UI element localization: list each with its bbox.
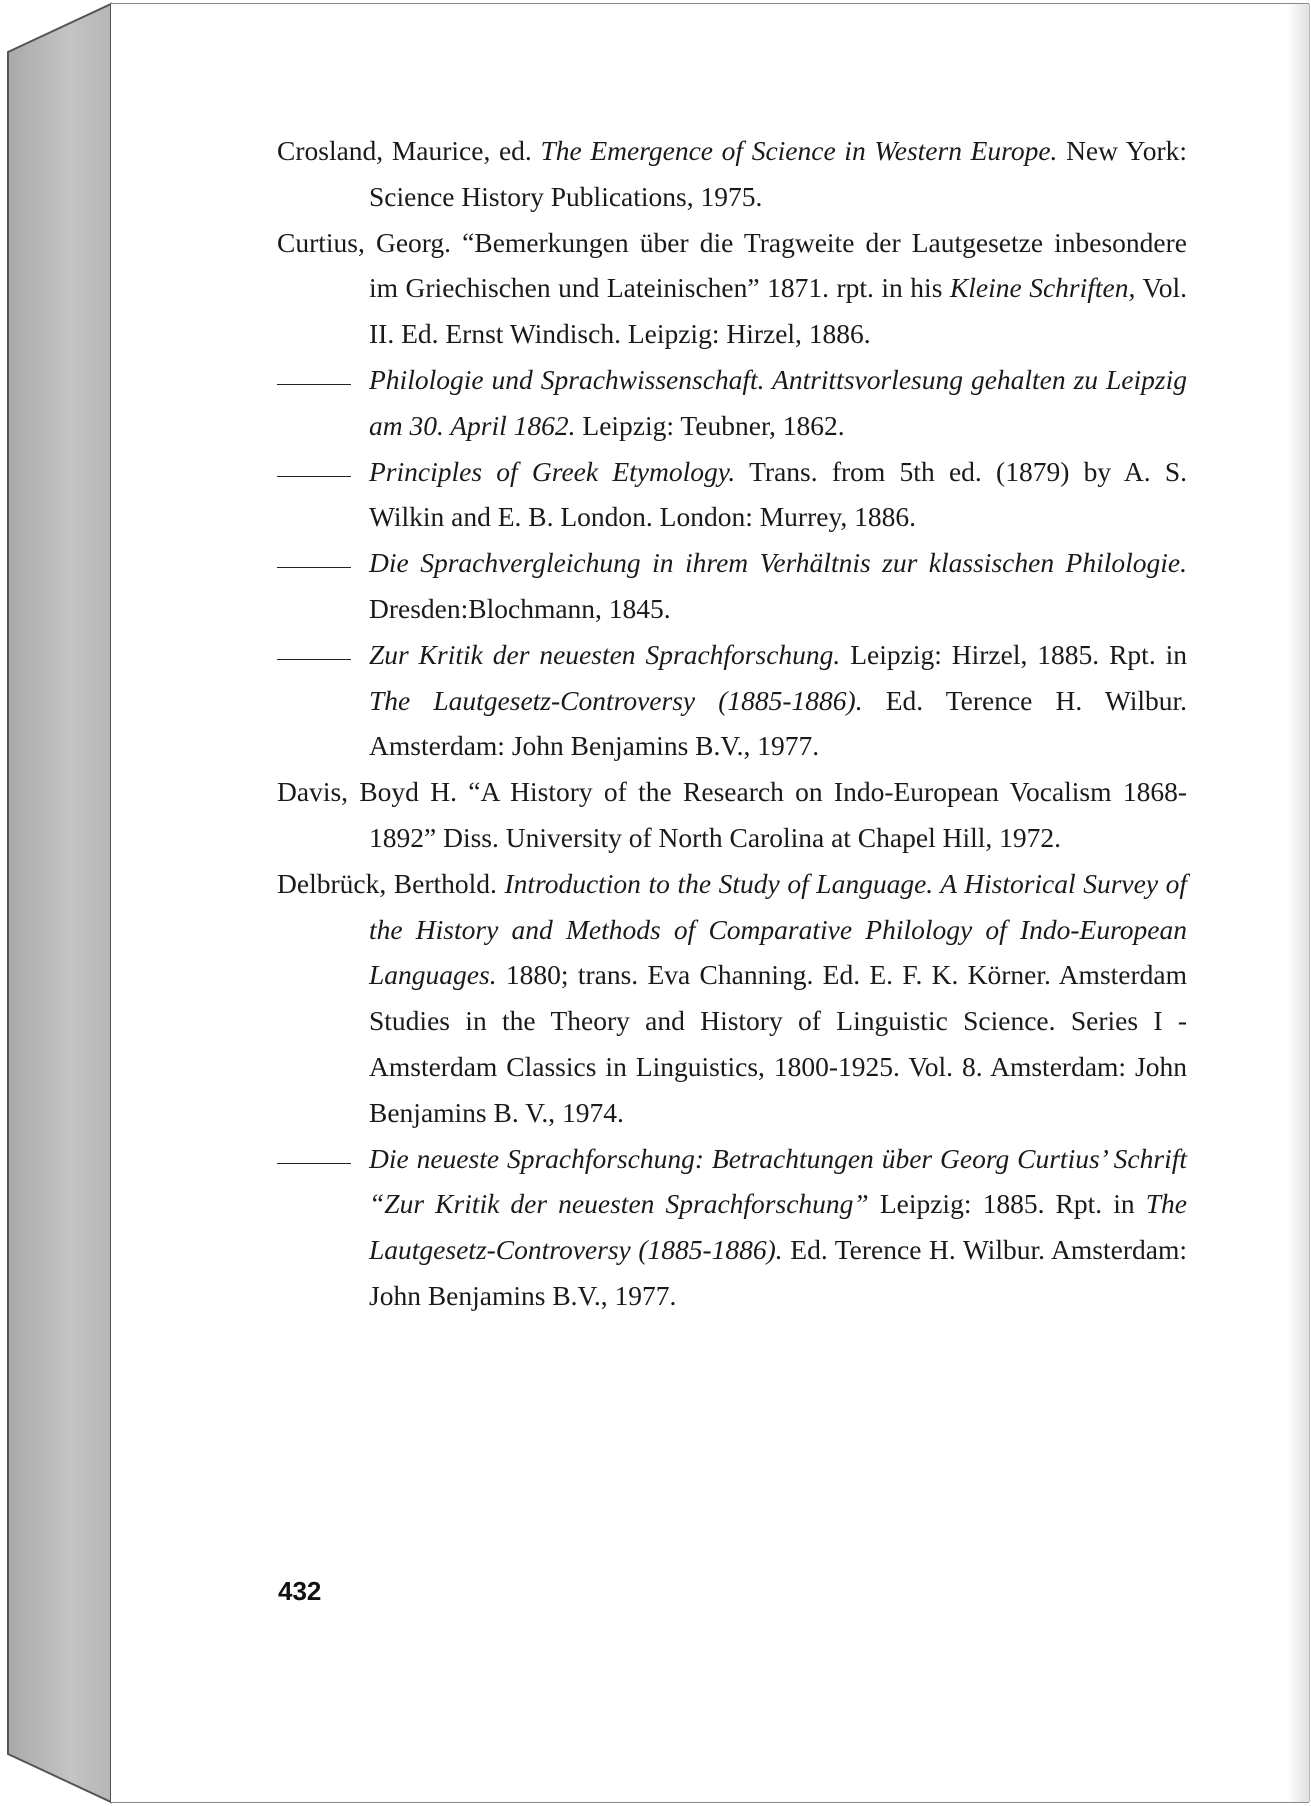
- entry-title: Philologie und Sprachwissenschaft. Antrittsvorlesung gehalten zu Leipzig am 30. April 1862.: [369, 363, 1187, 441]
- entry-article: “A History of the Research on Indo-European Vocalism 1868-1892” Diss. University of North Carolina at Chapel Hill, 1972.: [369, 776, 1187, 853]
- entry-publication: Vol. II. Ed. Ernst Windisch. Leipzig: Hirzel, 1886.: [369, 272, 1187, 350]
- entry-title: Die Sprachvergleichung in ihrem Verhältnis zur klassischen Philologie.: [369, 547, 1187, 579]
- repeat-author-dash: [277, 566, 351, 568]
- book-spine-face: [8, 4, 111, 1802]
- page-number: 432: [278, 1576, 322, 1606]
- entry-author: Crosland, Maurice, ed.: [277, 135, 532, 166]
- repeat-author-dash: [277, 475, 351, 477]
- bibliography-entry-delbruck-neueste: [277, 1136, 1187, 1319]
- entry-author: Curtius, Georg.: [277, 226, 452, 258]
- entry-publication: Leipzig: Teubner, 1862.: [582, 409, 845, 441]
- bibliography-entry-delbruck: [277, 861, 1187, 1136]
- entry-author: Delbrück, Berthold.: [277, 867, 497, 899]
- bibliography-entry-curtius-principles: [277, 449, 1187, 541]
- entry-title: Die neueste Sprachforschung: Betrachtungen über Georg Curtius’ Schrift “Zur Kritik der neuesten Sprachforschung”: [369, 1142, 1187, 1220]
- entry-reprint-details: Ed. Terence H. Wilbur. Amsterdam: John Benjamins B.V., 1977.: [369, 1234, 1187, 1311]
- entry-title: Zur Kritik der neuesten Sprachforschung.: [369, 638, 841, 670]
- entry-reprint-title: The Lautgesetz-Controversy (1885-1886).: [369, 1188, 1188, 1266]
- page-gutter-shade: [1287, 4, 1309, 1802]
- repeat-author-dash: [277, 1162, 351, 1164]
- bibliography-entry-curtius-philologie: [277, 357, 1187, 449]
- entry-title: Kleine Schriften,: [949, 272, 1136, 304]
- repeat-author-dash: [277, 383, 351, 385]
- entry-publication: 1880; trans. Eva Channing. Ed. E. F. K. Körner. Amsterdam Studies in the Theory and History of Linguistic Science. Series I - Amsterdam Classics in Linguistics, 1800-1925. Vol. 8. Amsterdam: John Benjamins B. V., 1974.: [369, 959, 1187, 1128]
- entry-title: Introduction to the Study of Language. A Historical Survey of the History and Methods of Comparative Philology of Indo-European Languages.: [369, 867, 1188, 991]
- bibliography-entry-davis: [277, 769, 1187, 861]
- bibliography-entry-curtius: [277, 220, 1187, 357]
- entry-publication: Trans. from 5th ed. (1879) by A. S. Wilkin and E. B. London. London: Murrey, 1886.: [369, 455, 1187, 533]
- entry-reprint-details: Ed. Terence H. Wilbur. Amsterdam: John Benjamins B.V., 1977.: [369, 684, 1187, 762]
- entry-publication: Leipzig: Hirzel, 1885. Rpt. in: [850, 638, 1188, 670]
- bibliography-list: [277, 128, 1187, 1319]
- entry-publication: Dresden:Blochmann, 1845.: [369, 592, 671, 624]
- entry-reprint-title: The Lautgesetz-Controversy (1885-1886).: [369, 684, 863, 716]
- bibliography-entry-curtius-kritik: [277, 632, 1187, 769]
- bibliography-entry-crosland: [277, 128, 1187, 220]
- repeat-author-dash: [277, 658, 351, 660]
- entry-publication: Leipzig: 1885. Rpt. in: [879, 1188, 1135, 1220]
- entry-article: “Bemerkungen über die Tragweite der Lautgesetze inbesondere im Griechischen und Lateinischen” 1871. rpt. in his: [369, 226, 1187, 304]
- bibliography-entry-curtius-sprachvergleichung: [277, 540, 1187, 632]
- entry-publication: New York: Science History Publications, 1975.: [369, 135, 1188, 212]
- entry-author: Davis, Boyd H.: [277, 776, 457, 808]
- entry-title: Principles of Greek Etymology.: [369, 455, 736, 487]
- entry-title: The Emergence of Science in Western Europe.: [540, 135, 1058, 166]
